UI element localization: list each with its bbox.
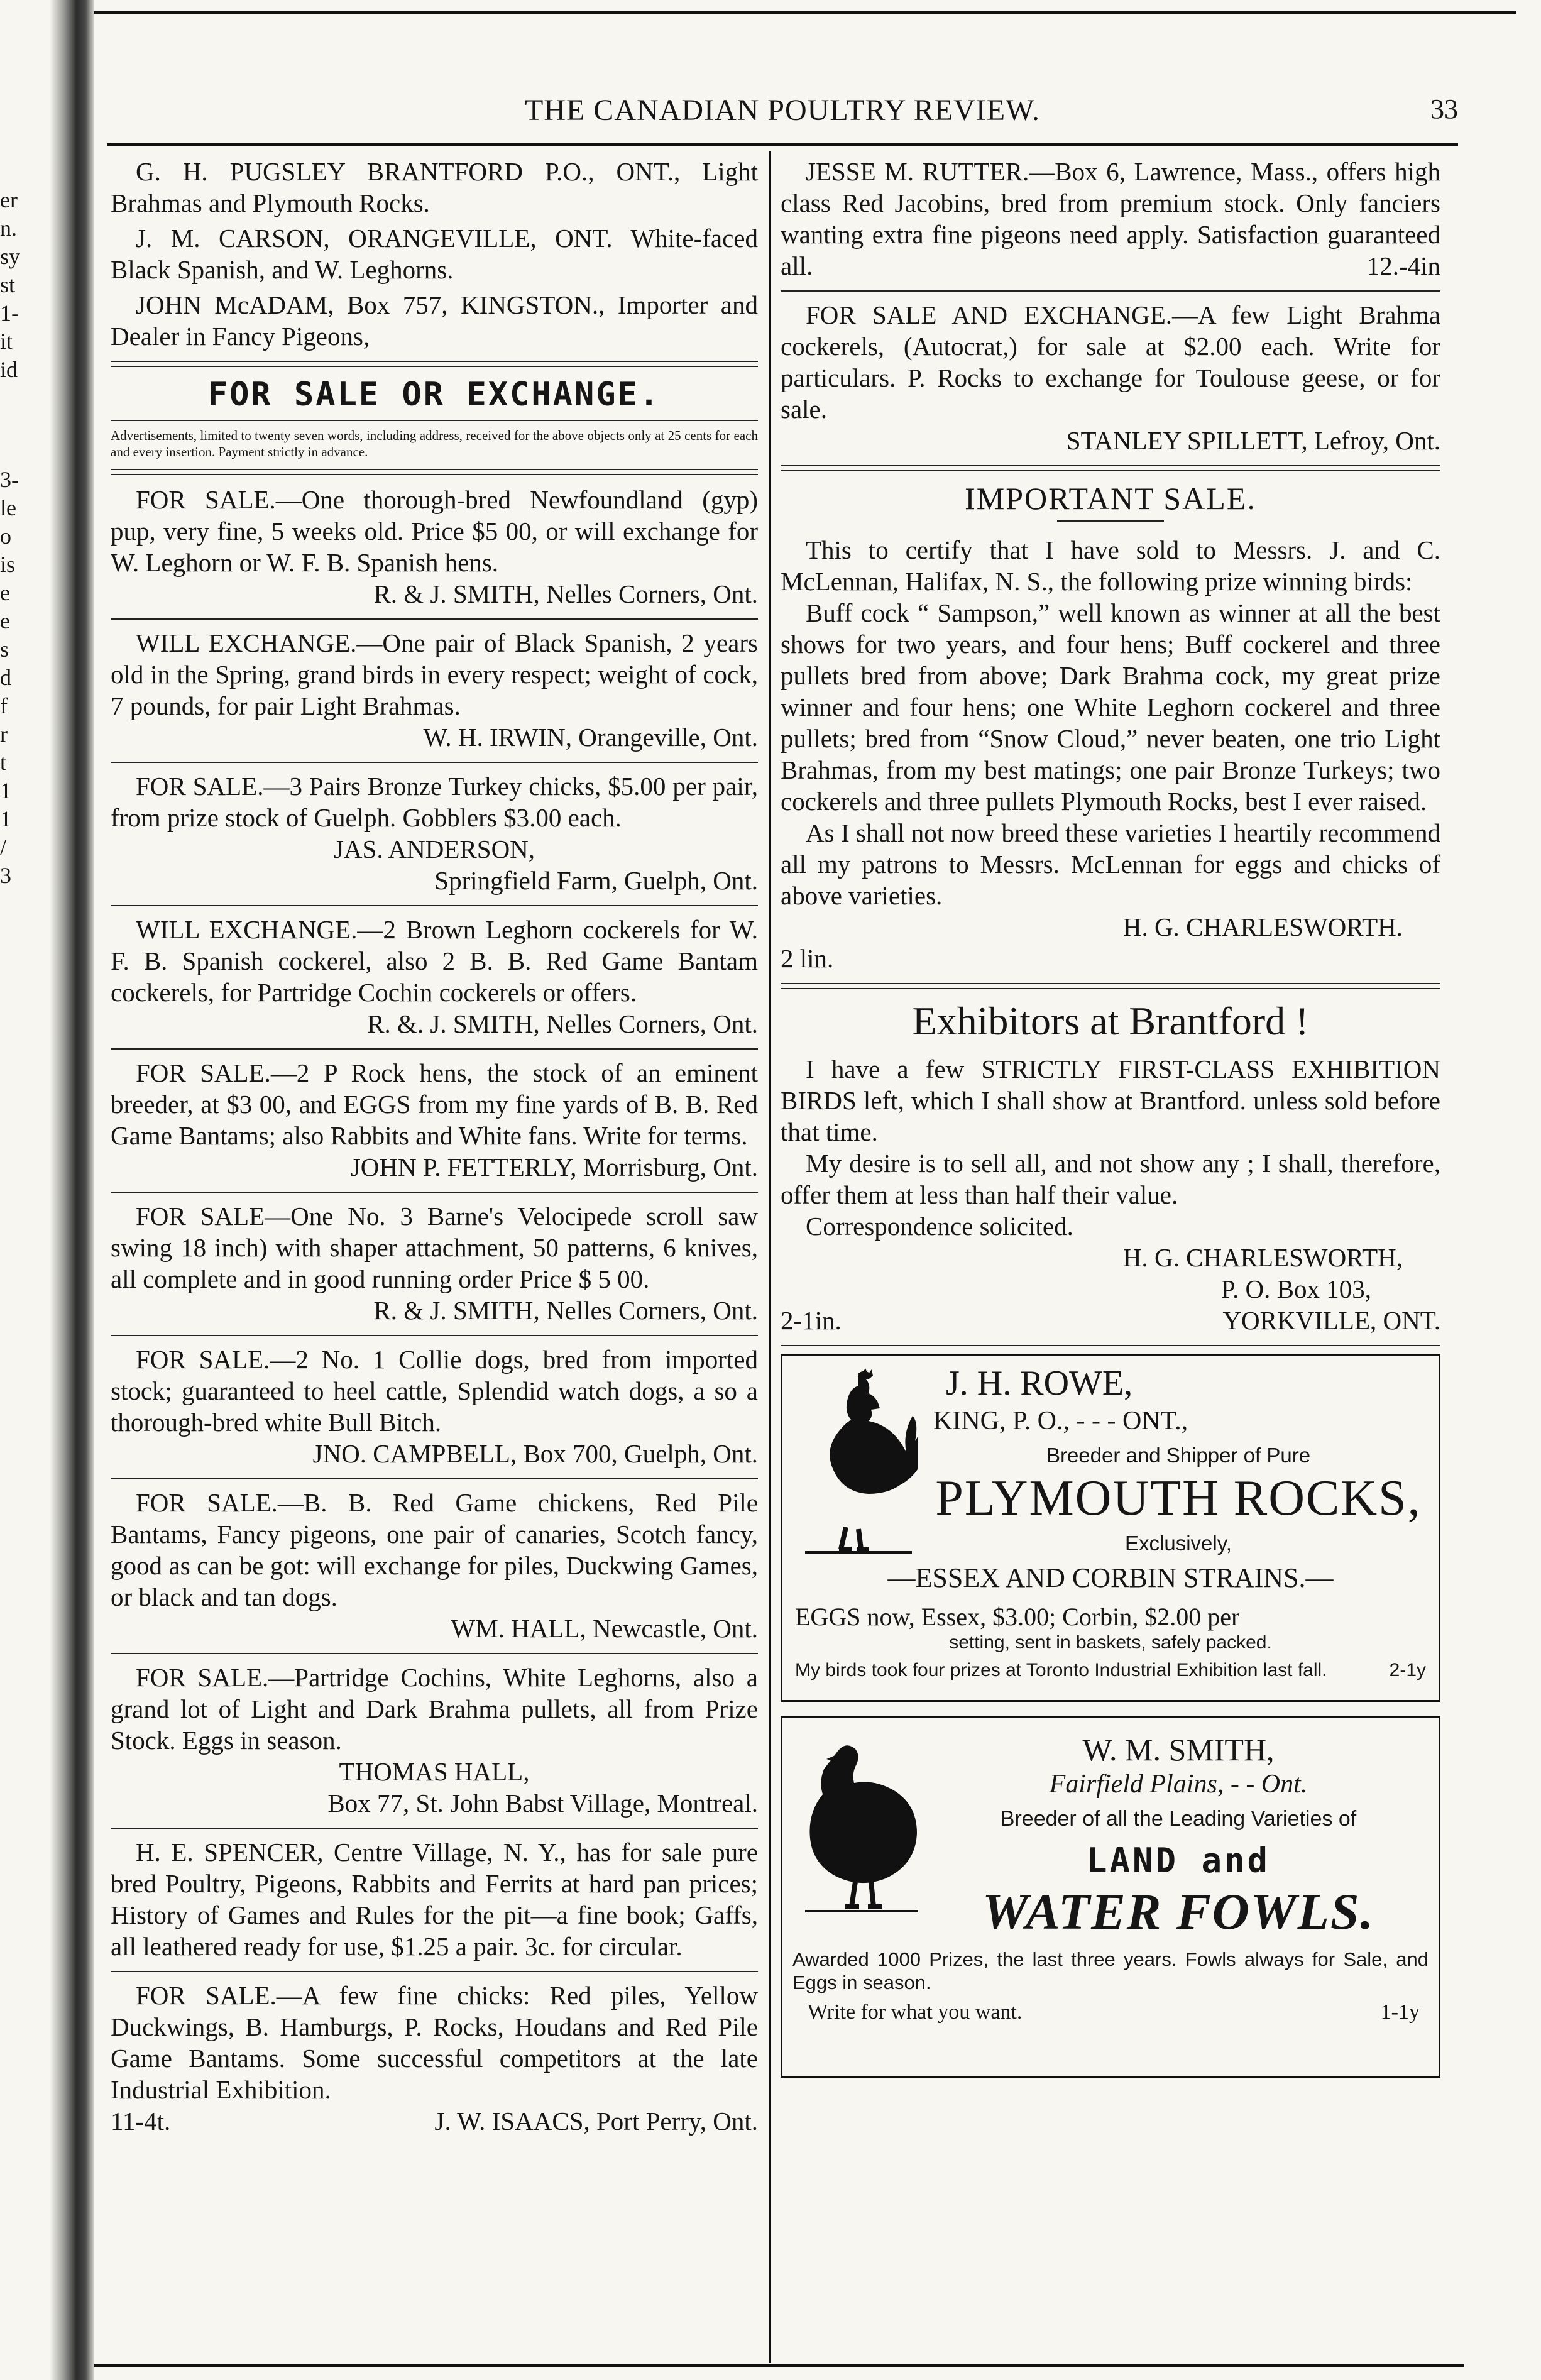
- important-sale-heading: IMPORTANT SALE.: [965, 481, 1256, 516]
- ad-signature: JNO. CAMPBELL, Box 700, Guelph, Ont.: [312, 1439, 758, 1468]
- ad-rule: [111, 1335, 758, 1336]
- classified-ad: [111, 484, 758, 610]
- margin-fragment: e: [0, 580, 10, 605]
- header-rule: [107, 143, 1458, 146]
- exclusively-label: Exclusively,: [1125, 1532, 1232, 1555]
- section-rule: [111, 469, 758, 475]
- margin-fragment: is: [0, 552, 16, 577]
- ad-rule: [111, 1048, 758, 1050]
- margin-fragment: r: [0, 721, 8, 747]
- notice-paragraph: As I shall not now breed these varieties I heartily recommend all my patrons to Messrs. McLennan for eggs and chicks of above varieties.: [781, 818, 1440, 910]
- margin-fragment: id: [0, 357, 18, 382]
- column-divider: [769, 151, 771, 2363]
- for-sale-heading: FOR SALE OR EXCHANGE.: [207, 376, 661, 414]
- notice-signature: H. G. CHARLESWORTH.: [1122, 913, 1403, 941]
- margin-fragment: /: [0, 835, 7, 860]
- ad-signature: THOMAS HALL,: [339, 1757, 530, 1786]
- classified-ad: [111, 770, 758, 896]
- breeder-card-text: G. H. PUGSLEY BRANTFORD P.O., ONT., Light Brahmas and Plymouth Rocks.: [111, 157, 758, 217]
- notice-code: 2 lin.: [781, 944, 834, 973]
- section-rule: [781, 465, 1440, 471]
- breeder-card: [111, 222, 758, 285]
- ad-rule: [111, 905, 758, 906]
- breeder-card-text: JOHN McADAM, Box 757, KINGSTON., Importer and Dealer in Fancy Pigeons,: [111, 290, 758, 351]
- notice-paragraph: This to certify that I have sold to Messrs. J. and C. McLennan, Halifax, N. S., the following prize winning birds:: [781, 535, 1440, 596]
- margin-fragment: 1-: [0, 300, 19, 326]
- ad-body: FOR SALE.—B. B. Red Game chickens, Red Pile Bantams, Fancy pigeons, one pair of canaries, Scotch fancy, good as can be got: will exchange for piles, Duckwing Games, or black and tan dogs.: [111, 1488, 758, 1611]
- margin-fragment: 3-: [0, 467, 19, 492]
- breeder-card-text: J. M. CARSON, ORANGEVILLE, ONT. White-faced Black Spanish, and W. Leghorns.: [111, 224, 758, 284]
- ad-code: 12.-4in: [1366, 251, 1440, 280]
- advertiser-address: Fairfield Plains, - - Ont.: [1049, 1770, 1308, 1799]
- page-number: 33: [1430, 94, 1458, 124]
- margin-fragment: er: [0, 187, 18, 212]
- section-rule: [781, 983, 1440, 989]
- advertiser-subtitle: Breeder of all the Leading Varieties of: [1000, 1807, 1357, 1831]
- ad-body: FOR SALE.—3 Pairs Bronze Turkey chicks, $5.00 per pair, from prize stock of Guelph. Gobblers $3.00 each.: [111, 772, 758, 832]
- notice-code: 2-1in.: [781, 1306, 842, 1335]
- classified-ad: [781, 299, 1440, 456]
- advertiser-address: KING, P. O., - - - ONT.,: [933, 1407, 1188, 1435]
- advertiser-name: W. M. SMITH,: [1082, 1732, 1275, 1767]
- ad-rule: [111, 1971, 758, 1972]
- write-text: Write for what you want.: [808, 2000, 1023, 2024]
- exhibitors-notice: [781, 1053, 1440, 1336]
- classified-ad: [111, 1200, 758, 1326]
- notice-paragraph: Buff cock “ Sampson,” well known as winner at all the best shows for two years, and four hens; Buff cockerel and three pullets bred from above; Dark Brahma cock, my great prize winner and four hens; one White Leghorn cockerel and three pullets; bred from “Snow Cloud,” never beaten, one trio Light Brahmas, from my best matings; one pair Bronze Turkeys; two cockerels and three pullets Plymouth Rocks, best I ever raised.: [781, 598, 1440, 816]
- advertiser-name: J. H. ROWE,: [946, 1364, 1133, 1403]
- prize-text: My birds took four prizes at Toronto Industrial Exhibition last fall.: [795, 1660, 1327, 1681]
- ad-body: FOR SALE.—2 No. 1 Collie dogs, bred from imported stock; guaranteed to heel cattle, Splendid watch dogs, a so a thorough-bred white Bull Bitch.: [111, 1345, 758, 1437]
- strains-label: —ESSEX AND CORBIN STRAINS.—: [887, 1562, 1334, 1593]
- section-rule: [111, 361, 758, 367]
- top-rule: [94, 11, 1516, 14]
- margin-fragment: d: [0, 665, 11, 690]
- ad-signature-line2: Box 77, St. John Babst Village, Montreal.: [327, 1789, 758, 1818]
- margin-fragment: 1: [0, 778, 11, 803]
- award-note: Awarded 1000 Prizes, the last three years. Fowls always for Sale, and Eggs in season.: [792, 1948, 1429, 1993]
- egg-prices: EGGS now, Essex, $3.00; Corbin, $2.00 per: [795, 1603, 1240, 1631]
- margin-fragment: sy: [0, 244, 21, 269]
- classified-ad: [111, 1980, 758, 2137]
- ad-signature-line2: Springfield Farm, Guelph, Ont.: [434, 866, 758, 895]
- ad-code: 2-1y: [1389, 1660, 1426, 1681]
- breed-name: PLYMOUTH ROCKS,: [935, 1471, 1422, 1526]
- ad-signature: JAS. ANDERSON,: [333, 835, 535, 864]
- ad-body: FOR SALE—One No. 3 Barne's Velocipede scroll saw swing 18 inch) with shaper attachment, 50 patterns, 6 knives, all complete and in good running order Price $ 5 00.: [111, 1202, 758, 1293]
- margin-fragment: f: [0, 693, 8, 718]
- classified-ad: [111, 627, 758, 753]
- ad-signature: R. & J. SMITH, Nelles Corners, Ont.: [373, 579, 758, 608]
- notice-paragraph: I have a few STRICTLY FIRST-CLASS EXHIBITION BIRDS left, which I shall show at Brantford. unless sold before that time.: [781, 1055, 1440, 1146]
- margin-fragment: it: [0, 329, 13, 354]
- margin-fragment: n.: [0, 216, 17, 241]
- important-sale-notice: [781, 534, 1440, 974]
- hen-icon: [799, 1734, 924, 1916]
- ad-signature: JOHN P. FETTERLY, Morrisburg, Ont.: [350, 1153, 758, 1182]
- ad-rule: [111, 762, 758, 763]
- notice-signature: H. G. CHARLESWORTH,: [1122, 1243, 1403, 1272]
- ad-rule: [111, 1478, 758, 1479]
- breeder-card: [111, 156, 758, 219]
- ad-rule: [111, 1192, 758, 1193]
- heading-rule: [1057, 520, 1164, 522]
- smith-advertisement: [781, 1716, 1440, 2078]
- water-fowls-label: WATER FOWLS.: [982, 1883, 1374, 1940]
- ad-code: 11-4t.: [111, 2107, 171, 2136]
- ad-body: FOR SALE.—2 P Rock hens, the stock of an eminent breeder, at $3 00, and EGGS from my fine yards of B. B. Red Game Bantams; also Rabbits and White fans. Write for terms.: [111, 1058, 758, 1150]
- ad-signature: R. & J. SMITH, Nelles Corners, Ont.: [373, 1296, 758, 1325]
- ad-rule: [781, 1345, 1440, 1346]
- advertiser-subtitle: Breeder and Shipper of Pure: [1046, 1444, 1311, 1467]
- breeder-card: [111, 289, 758, 352]
- ad-body: FOR SALE.—A few fine chicks: Red piles, Yellow Duckwings, B. Hamburgs, P. Rocks, Houdans and Red Pile Game Bantams. Some successful competitors at the late Industrial Exhibition.: [111, 1981, 758, 2104]
- ad-body: JESSE M. RUTTER.—Box 6, Lawrence, Mass., offers high class Red Jacobins, bred from premium stock. Only fanciers wanting extra fine pigeons need apply. Satisfaction guaranteed all.: [781, 157, 1440, 280]
- ad-rule: [781, 290, 1440, 292]
- margin-fragment: t: [0, 750, 7, 775]
- rowe-advertisement: [781, 1354, 1440, 1702]
- margin-fragment: le: [0, 495, 16, 520]
- notice-town: YORKVILLE, ONT.: [1222, 1306, 1440, 1335]
- ad-rule: [111, 1653, 758, 1654]
- ad-body: H. E. SPENCER, Centre Village, N. Y., has for sale pure bred Poultry, Pigeons, Rabbits and Ferrits at hard pan prices; History of Games and Rules for the pit—a fine book; Gaffs, all leathered ready for use, $1.25 a pair. 3c. for circular.: [111, 1838, 758, 1961]
- notice-box: P. O. Box 103,: [1220, 1275, 1371, 1303]
- margin-fragment: s: [0, 637, 9, 662]
- margin-fragment: 3: [0, 863, 11, 888]
- prize-note: [795, 1660, 1426, 1681]
- journal-title: THE CANADIAN POULTRY REVIEW.: [525, 94, 1040, 127]
- ad-signature: W. H. IRWIN, Orangeville, Ont.: [423, 723, 758, 752]
- notice-footer: [781, 1305, 1440, 1336]
- ad-rule: [111, 1828, 758, 1829]
- section-rule: [111, 420, 758, 421]
- bottom-rule: [94, 2364, 1464, 2367]
- classified-ad: [111, 1057, 758, 1183]
- margin-fragment: e: [0, 608, 10, 633]
- ad-body: FOR SALE AND EXCHANGE.—A few Light Brahma cockerels, (Autocrat,) for sale at $2.00 each. Write for particulars. P. Rocks to exchange for Toulouse geese, or for sale.: [781, 300, 1440, 424]
- ad-signature: WM. HALL, Newcastle, Ont.: [451, 1614, 758, 1643]
- for-sale-terms: Advertisements, limited to twenty seven words, including address, received for the above objects only at 25 cents for each and every insertion. Payment strictly in advance.: [111, 428, 758, 459]
- notice-paragraph: Correspondence solicited.: [806, 1212, 1073, 1241]
- classified-ad: [111, 1836, 758, 1962]
- left-column: [111, 156, 758, 2137]
- margin-fragment: o: [0, 524, 11, 549]
- ad-rule: [111, 618, 758, 620]
- classified-ad: [111, 1662, 758, 1819]
- page-binding: [50, 0, 94, 2380]
- ad-footer: [111, 2105, 758, 2137]
- rooster-icon: [799, 1367, 918, 1555]
- ad-body: WILL EXCHANGE.—One pair of Black Spanish, 2 years old in the Spring, grand birds in every respect; weight of cock, 7 pounds, for pair Light Brahmas.: [111, 628, 758, 720]
- margin-fragment: 1: [0, 806, 11, 831]
- classified-ad: [111, 914, 758, 1039]
- notice-paragraph: My desire is to sell all, and not show any ; I shall, therefore, offer them at less than half their value.: [781, 1149, 1440, 1209]
- ad-code: 1-1y: [1380, 2000, 1420, 2024]
- ad-signature: J. W. ISAACS, Port Perry, Ont.: [434, 2107, 758, 2136]
- page-header: [107, 93, 1458, 137]
- ad-signature: STANLEY SPILLETT, Lefroy, Ont.: [1066, 426, 1440, 455]
- land-label: LAND and: [1086, 1841, 1271, 1880]
- classified-ad: [111, 1487, 758, 1644]
- right-column: [781, 156, 1440, 2078]
- margin-fragment: st: [0, 272, 16, 297]
- egg-shipping: setting, sent in baskets, safely packed.: [949, 1632, 1272, 1653]
- ad-body: FOR SALE.—One thorough-bred Newfoundland (gyp) pup, very fine, 5 weeks old. Price $5 00, or will exchange for W. Leghorn or W. F. B. Spanish hens.: [111, 485, 758, 577]
- classified-ad: [781, 156, 1440, 282]
- write-note: [808, 2000, 1420, 2024]
- ad-body: FOR SALE.—Partridge Cochins, White Leghorns, also a grand lot of Light and Dark Brahma pullets, all from Prize Stock. Eggs in season.: [111, 1663, 758, 1755]
- ad-body: WILL EXCHANGE.—2 Brown Leghorn cockerels for W. F. B. Spanish cockerel, also 2 B. B. Red Game Bantam cockerels, for Partridge Cochin cockerels or offers.: [111, 915, 758, 1007]
- exhibitors-heading: Exhibitors at Brantford !: [912, 999, 1309, 1043]
- classified-ad: [111, 1344, 758, 1469]
- ad-signature: R. &. J. SMITH, Nelles Corners, Ont.: [367, 1009, 758, 1038]
